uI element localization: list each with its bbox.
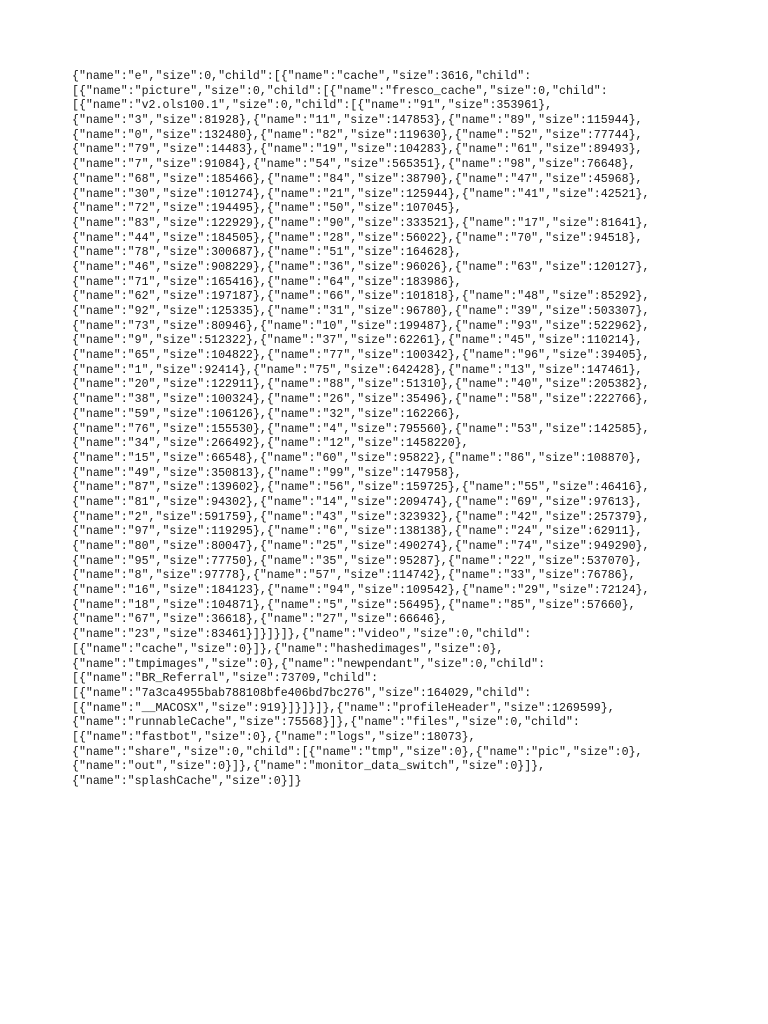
- json-text-line: {"name":"7","size":91084},{"name":"54","size":565351},{"name":"98","size":76648},: [72, 158, 636, 172]
- json-text-line: {"name":"8","size":97778},{"name":"57","size":114742},{"name":"33","size":76786},: [72, 569, 636, 583]
- json-text-line: [{"name":"v2.ols100.1","size":0,"child":[{"name":"91","size":353961},: [72, 99, 553, 113]
- json-text-line: [{"name":"__MACOSX","size":919}]}]}]},{"name":"profileHeader","size":1269599},: [72, 701, 615, 715]
- json-text-line: {"name":"65","size":104822},{"name":"77","size":100342},{"name":"96","size":39405},: [72, 349, 650, 363]
- json-text-line: {"name":"30","size":101274},{"name":"21","size":125944},{"name":"41","size":42521},: [72, 187, 650, 201]
- json-text-line: {"name":"97","size":119295},{"name":"6","size":138138},{"name":"24","size":62911},: [72, 525, 643, 539]
- json-text-line: {"name":"76","size":155530},{"name":"4","size":795560},{"name":"53","size":142585},: [72, 422, 650, 436]
- json-text-line: [{"name":"7a3ca4955bab788108bfe406bd7bc276","size":164029,"child":: [72, 686, 532, 700]
- json-text-line: {"name":"78","size":300687},{"name":"51","size":164628},: [72, 246, 462, 260]
- json-text-line: {"name":"3","size":81928},{"name":"11","size":147853},{"name":"89","size":115944},: [72, 114, 643, 128]
- json-text-line: {"name":"87","size":139602},{"name":"56","size":159725},{"name":"55","size":46416},: [72, 481, 650, 495]
- json-text-line: {"name":"9","size":512322},{"name":"37","size":62261},{"name":"45","size":110214},: [72, 334, 643, 348]
- json-text-line: {"name":"out","size":0}]},{"name":"monitor_data_switch","size":0}]},: [72, 760, 546, 774]
- json-text-line: {"name":"81","size":94302},{"name":"14","size":209474},{"name":"69","size":97613},: [72, 495, 643, 509]
- json-text-line: {"name":"71","size":165416},{"name":"64","size":183986},: [72, 275, 462, 289]
- json-text-line: {"name":"46","size":908229},{"name":"36","size":96026},{"name":"63","size":120127},: [72, 260, 650, 274]
- json-text-line: {"name":"16","size":184123},{"name":"94","size":109542},{"name":"29","size":72124},: [72, 584, 650, 598]
- json-text-line: [{"name":"picture","size":0,"child":[{"name":"fresco_cache","size":0,"child":: [72, 84, 608, 98]
- json-text-line: {"name":"59","size":106126},{"name":"32","size":162266},: [72, 407, 462, 421]
- json-text-line: {"name":"68","size":185466},{"name":"84","size":38790},{"name":"47","size":45968},: [72, 172, 643, 186]
- json-text-line: {"name":"44","size":184505},{"name":"28","size":56022},{"name":"70","size":94518},: [72, 231, 643, 245]
- json-text-line: {"name":"splashCache","size":0}]}: [72, 775, 302, 788]
- json-text-line: {"name":"62","size":197187},{"name":"66","size":101818},{"name":"48","size":85292},: [72, 290, 650, 304]
- json-text-line: {"name":"95","size":77750},{"name":"35","size":95287},{"name":"22","size":537070},: [72, 554, 643, 568]
- json-text-line: {"name":"runnableCache","size":75568}]},{"name":"files","size":0,"child":: [72, 716, 580, 730]
- json-text-line: {"name":"tmpimages","size":0},{"name":"newpendant","size":0,"child":: [72, 657, 546, 671]
- json-text-line: {"name":"23","size":83461}]}]}]},{"name":"video","size":0,"child":: [72, 628, 532, 642]
- json-text-line: {"name":"15","size":66548},{"name":"60","size":95822},{"name":"86","size":108870},: [72, 451, 643, 465]
- json-text-block: [72, 70, 712, 790]
- json-text-line: [{"name":"fastbot","size":0},{"name":"logs","size":18073},: [72, 730, 476, 744]
- json-text-line: {"name":"80","size":80047},{"name":"25","size":490274},{"name":"74","size":949290},: [72, 540, 650, 553]
- json-text-line: {"name":"share","size":0,"child":[{"name":"tmp","size":0},{"name":"pic","size":0},: [72, 745, 643, 759]
- json-text-line: {"name":"18","size":104871},{"name":"5","size":56495},{"name":"85","size":57660},: [72, 598, 636, 612]
- json-text-line: [{"name":"cache","size":0}]},{"name":"hashedimages","size":0},: [72, 642, 504, 656]
- json-text-line: {"name":"49","size":350813},{"name":"99","size":147958},: [72, 466, 462, 480]
- json-text-line: {"name":"83","size":122929},{"name":"90","size":333521},{"name":"17","size":81641},: [72, 216, 650, 230]
- json-text-line: {"name":"20","size":122911},{"name":"88","size":51310},{"name":"40","size":205382},: [72, 378, 650, 392]
- json-text-line: {"name":"34","size":266492},{"name":"12","size":1458220},: [72, 437, 469, 451]
- json-text-line: {"name":"e","size":0,"child":[{"name":"cache","size":3616,"child":: [72, 70, 532, 83]
- json-text-line: [{"name":"BR_Referral","size":73709,"child":: [72, 672, 379, 686]
- json-text-line: {"name":"72","size":194495},{"name":"50","size":107045},: [72, 202, 462, 216]
- json-text-line: {"name":"2","size":591759},{"name":"43","size":323932},{"name":"42","size":257379},: [72, 510, 650, 524]
- json-text-line: {"name":"79","size":14483},{"name":"19","size":104283},{"name":"61","size":89493},: [72, 143, 643, 157]
- json-text-line: {"name":"0","size":132480},{"name":"82","size":119630},{"name":"52","size":77744},: [72, 128, 643, 142]
- json-text-line: {"name":"92","size":125335},{"name":"31","size":96780},{"name":"39","size":503307},: [72, 305, 650, 318]
- json-text-line: {"name":"67","size":36618},{"name":"27","size":66646},: [72, 613, 448, 627]
- json-text-line: {"name":"38","size":100324},{"name":"26","size":35496},{"name":"58","size":222766},: [72, 393, 650, 407]
- json-text-line: {"name":"1","size":92414},{"name":"75","size":642428},{"name":"13","size":147461},: [72, 363, 643, 377]
- json-text-line: {"name":"73","size":80946},{"name":"10","size":199487},{"name":"93","size":522962},: [72, 319, 650, 333]
